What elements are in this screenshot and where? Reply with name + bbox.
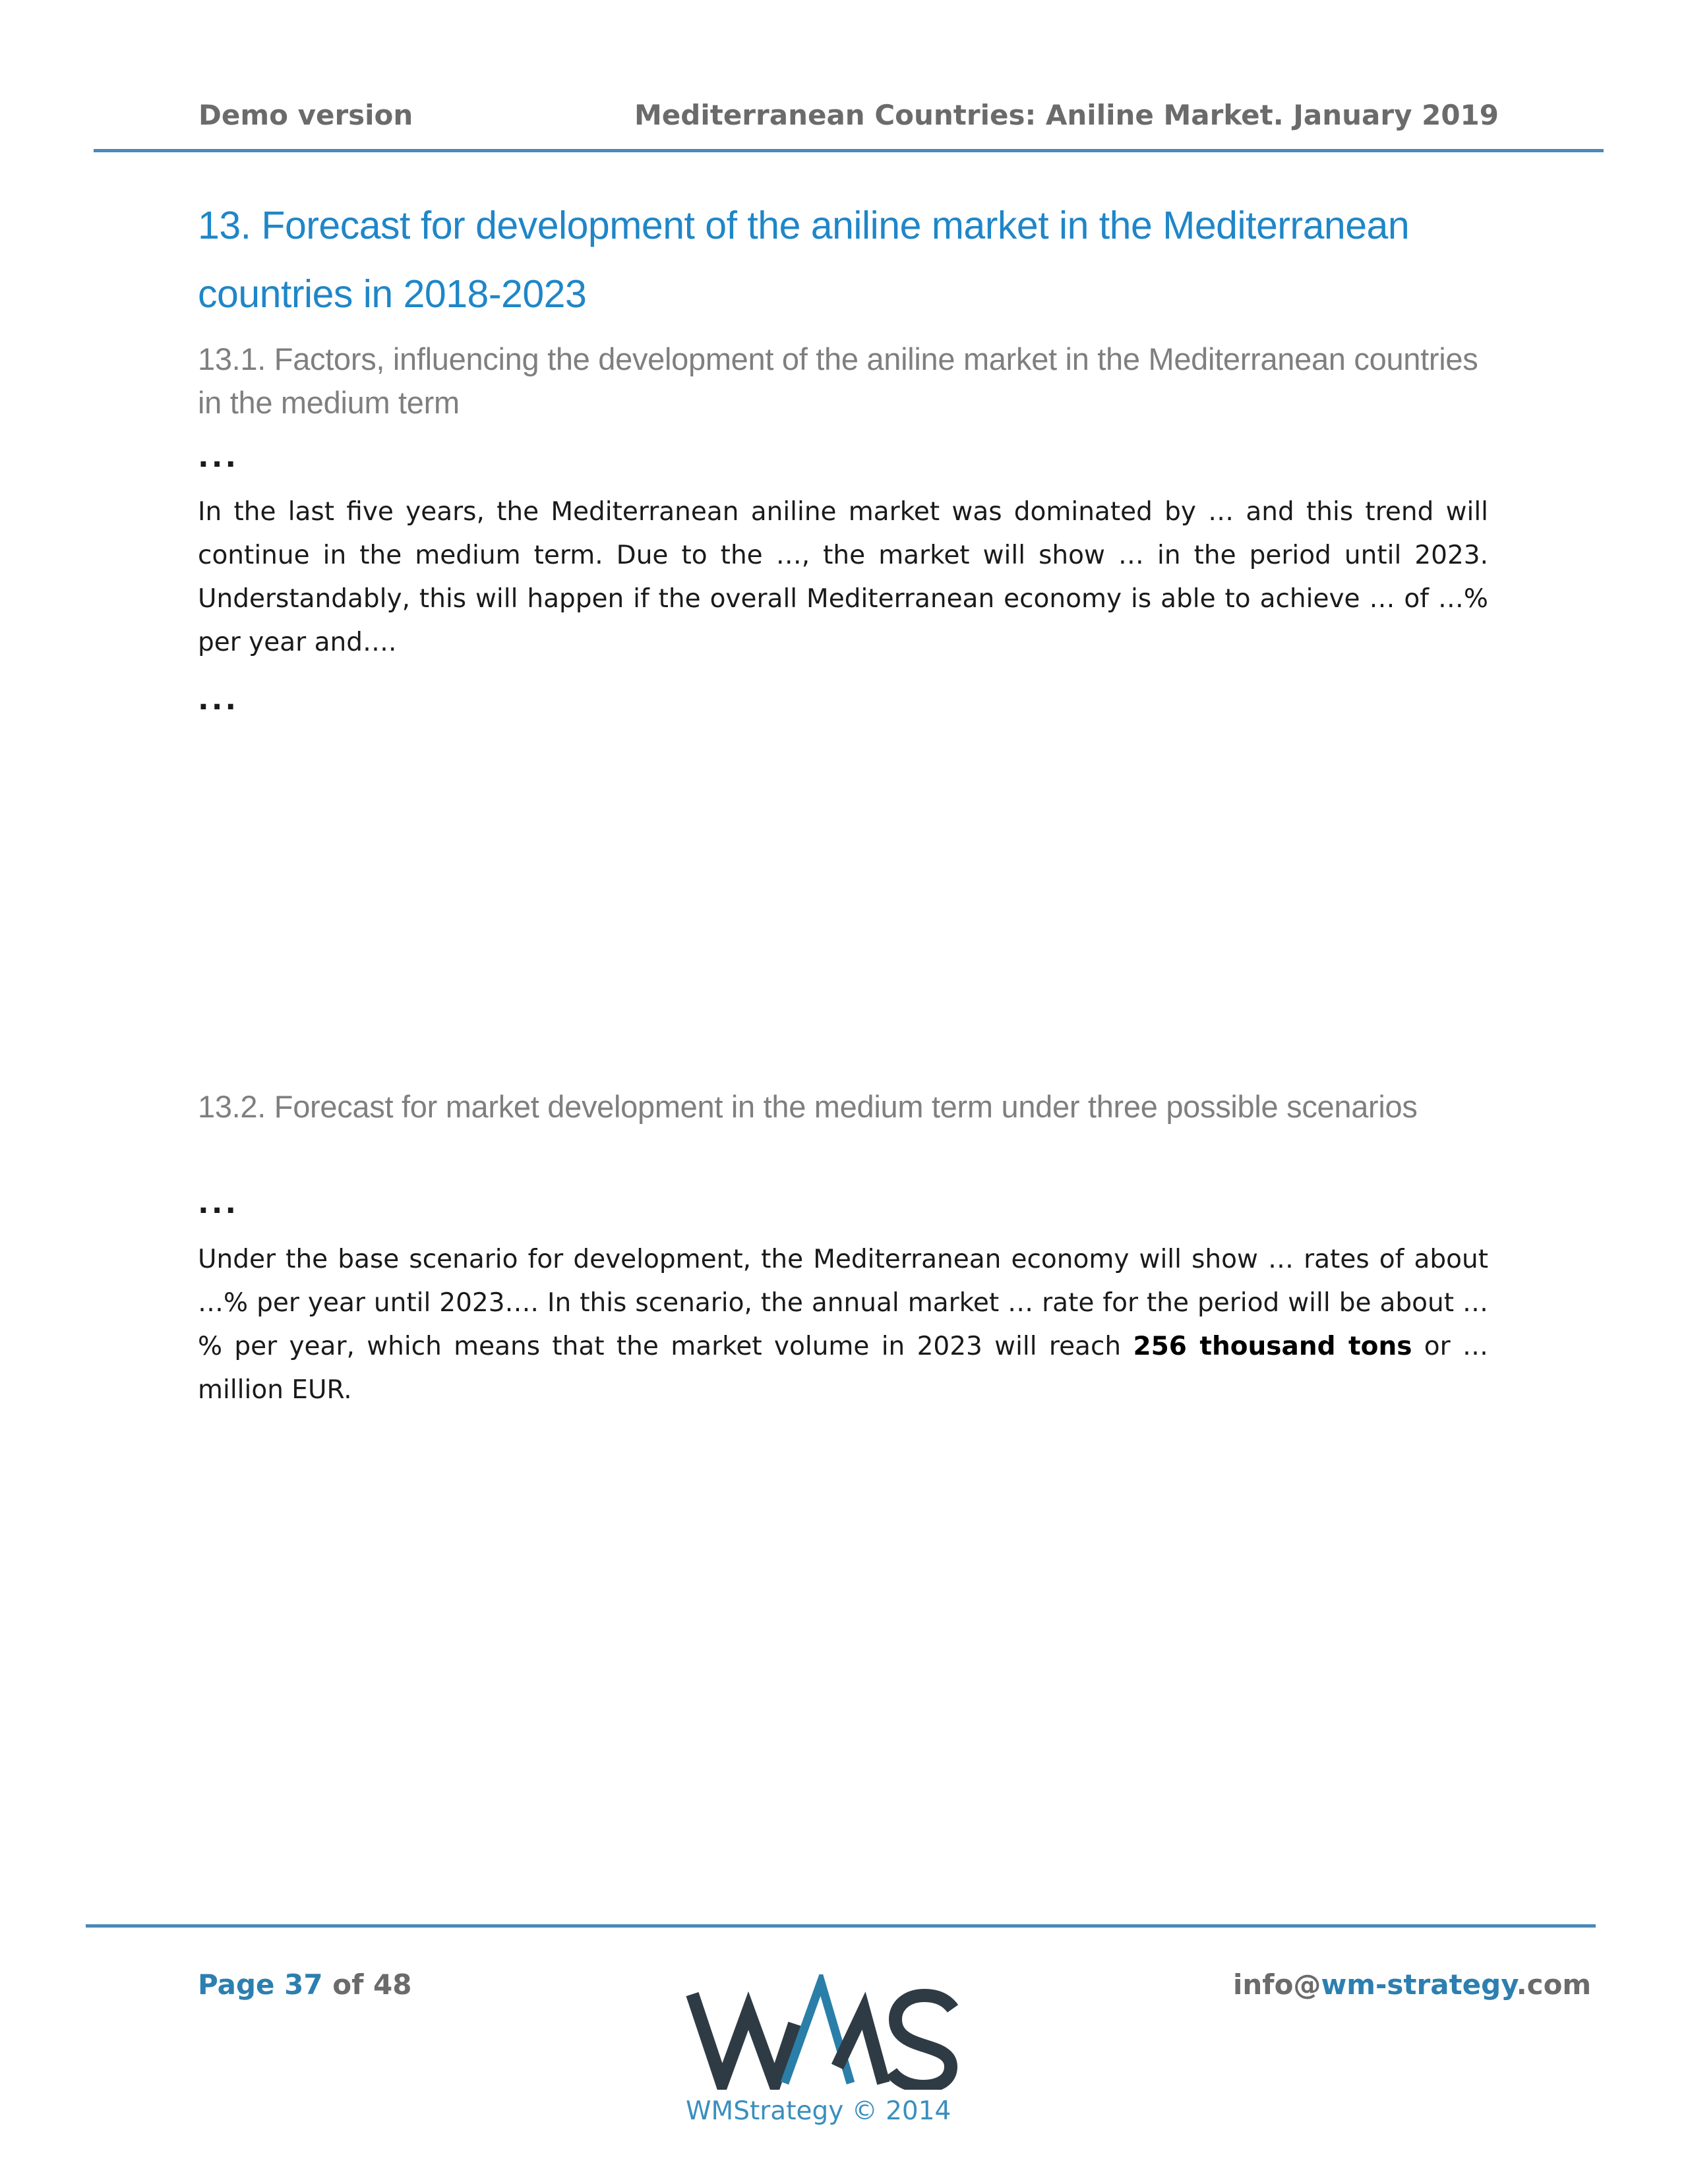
header-right: Mediterranean Countries: Aniline Market. January 2019: [634, 99, 1499, 131]
contact-email[interactable]: [1233, 1968, 1591, 2001]
logo-caption: WMStrategy © 2014: [686, 2096, 951, 2126]
page-number: 37: [284, 1968, 323, 2001]
ellipsis-marker: ...: [198, 440, 239, 474]
total-pages: 48: [373, 1968, 412, 2001]
subsection-13-1-paragraph: In the last five years, the Mediterranean aniline market was dominated by … and this trend will continue in the medium term. Due to the …, the market will show … in the period until 2023. Understandably, this will happen if the overall Mediterranean economy is able to achieve … of …% per year and….: [198, 497, 1488, 657]
of-label: of: [332, 1968, 364, 2001]
ellipsis-marker: ...: [198, 1187, 239, 1220]
paragraph-text: Under the base scenario for development, the Mediterranean economy will show … rates of about …% per year until 2023…. In this scenario, the annual market … rate for the period will be about …% per year, which means that the market volume in 2023 will reach: [198, 1245, 1488, 1361]
email-tld: .com: [1516, 1968, 1592, 2001]
subsection-13-2-title: 13.2. Forecast for market development in the medium term under three possible scenarios: [198, 1089, 1418, 1124]
wms-logo-icon: [686, 1974, 963, 2090]
footer-rule: [86, 1924, 1596, 1928]
market-volume-highlight: 256 thousand tons: [1133, 1332, 1412, 1361]
section-title: 13. Forecast for development of the aniline market in the Mediterranean countries in 2018-2023: [198, 204, 1410, 316]
ellipsis-marker: ...: [198, 683, 239, 717]
subsection-13-1-title: 13.1. Factors, influencing the development of the aniline market in the Mediterranean countries in the medium term: [198, 341, 1478, 420]
header-rule: [94, 149, 1604, 152]
email-user: info@: [1233, 1968, 1321, 2001]
page-label: Page: [198, 1968, 275, 2001]
subsection-13-2-paragraph: [198, 1238, 1488, 1412]
paragraph-text: or … million EUR.: [198, 1332, 1488, 1405]
header-left: Demo version: [198, 99, 413, 131]
page-indicator: [198, 1968, 411, 2001]
email-domain: wm-strategy: [1321, 1968, 1517, 2001]
